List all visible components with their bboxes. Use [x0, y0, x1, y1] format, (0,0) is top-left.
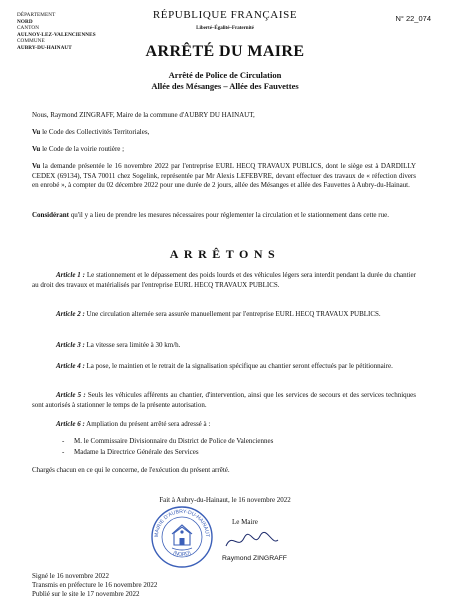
republic-motto: Liberté–Égalité–Fraternité: [196, 26, 254, 31]
considerant-paragraph: Considérant qu'il y a lieu de prendre les mesures nécessaires pour réglementer la circulation et le stationnement dans cette rue.: [32, 211, 389, 219]
seal-text-top: MAIRIE D'AUBRY-DU-HAINAUT: [153, 508, 211, 538]
page-title: ARRÊTÉ DU MAIRE: [145, 43, 305, 60]
mairie-seal-stamp: [150, 505, 214, 569]
vu-code-collectivites: Vu le Code des Collectivités Territoriales,: [32, 128, 150, 136]
footer-transmitted: Transmis en préfecture le 16 novembre 2022: [32, 581, 158, 589]
subtitle-police: Arrêté de Police de Circulation: [168, 70, 282, 80]
mayor-signature: [222, 528, 282, 554]
article-1: Article 1 : Le stationnement et le dépassement des poids lourds et des véhicules légers sera interdit pendant la durée du chantier au droit des travaux et matérialisés par l'entreprise EURL HECQ TRAVAUX PUBLICS.: [32, 271, 416, 289]
canton-name: AULNOY-LEZ-VALENCIENNES: [17, 31, 96, 38]
decree-number: N° 22_074: [395, 14, 431, 23]
bullet-commissaire: - M. le Commissaire Divisionnaire du District de Police de Valenciennes: [62, 437, 274, 445]
article-3: Article 3 : La vitesse sera limitée à 30 km/h.: [56, 341, 181, 349]
signatory-name: Raymond ZINGRAFF: [222, 555, 287, 562]
vu-code-voirie: Vu le Code de la voirie routière ;: [32, 145, 125, 153]
footer-published: Publié sur le site le 17 novembre 2022: [32, 590, 140, 598]
subtitle-streets: Allée des Mésanges – Allée des Fauvettes: [151, 81, 299, 91]
bullet-directrice: - Madame la Directrice Générale des Services: [62, 448, 199, 456]
article-4: Article 4 : La pose, le maintien et le retrait de la signalisation spécifique au chantier seront effectués par le pétitionnaire.: [56, 362, 393, 370]
commune-name: AUBRY-DU-HAINAUT: [17, 44, 72, 51]
footer-signed: Signé le 16 novembre 2022: [32, 572, 109, 580]
canton-label: CANTON: [17, 25, 40, 32]
vu-demande: Vu la demande présentée le 16 novembre 2022 par l'entreprise EURL HECQ TRAVAUX PUBLICS, dont le siège est à DARDILLY CEDEX (69134), TSA 70011 chez Sogelink, représentée par Mr Alexis LEFEBVRE, devant effectuer des travaux de « réfection divers en enrobé », à compter du 02 décembre 2022 pour une durée de 2 jours, allée des Mésanges et allée des Fauvettes à Aubry-du-Hainaut.: [32, 162, 416, 190]
le-maire-label: Le Maire: [232, 518, 258, 526]
commune-label: COMMUNE: [17, 38, 45, 45]
fait-a-line: Fait à Aubry-du-Hainaut, le 16 novembre 2022: [159, 496, 291, 504]
republic-heading: RÉPUBLIQUE FRANÇAISE: [152, 9, 298, 21]
article-5: Article 5 : Seuls les véhicules afférents au chantier, d'intervention, ainsi que les services de secours et des services techniques sont autorisés à stationner le temps de la présente autorisation.: [32, 391, 416, 409]
seal-text-bottom: (NORD): [172, 550, 192, 559]
arretons-heading: ARRÊTONS: [169, 247, 281, 261]
article-6: Article 6 : Ampliation du présent arrêté sera adressé à :: [56, 420, 211, 428]
closing-paragraph: Chargés chacun en ce qui le concerne, de l'exécution du présent arrêté.: [32, 466, 230, 474]
dept-label: DÉPARTEMENT: [17, 12, 56, 18]
article-2: Article 2 : Une circulation alternée sera assurée manuellement par l'entreprise EURL HECQ TRAVAUX PUBLICS.: [56, 310, 381, 318]
intro-paragraph: Nous, Raymond ZINGRAFF, Maire de la commune d'AUBRY DU HAINAUT,: [32, 111, 255, 119]
seal-emblem-icon: [172, 525, 192, 550]
dept-name: NORD: [17, 18, 33, 25]
